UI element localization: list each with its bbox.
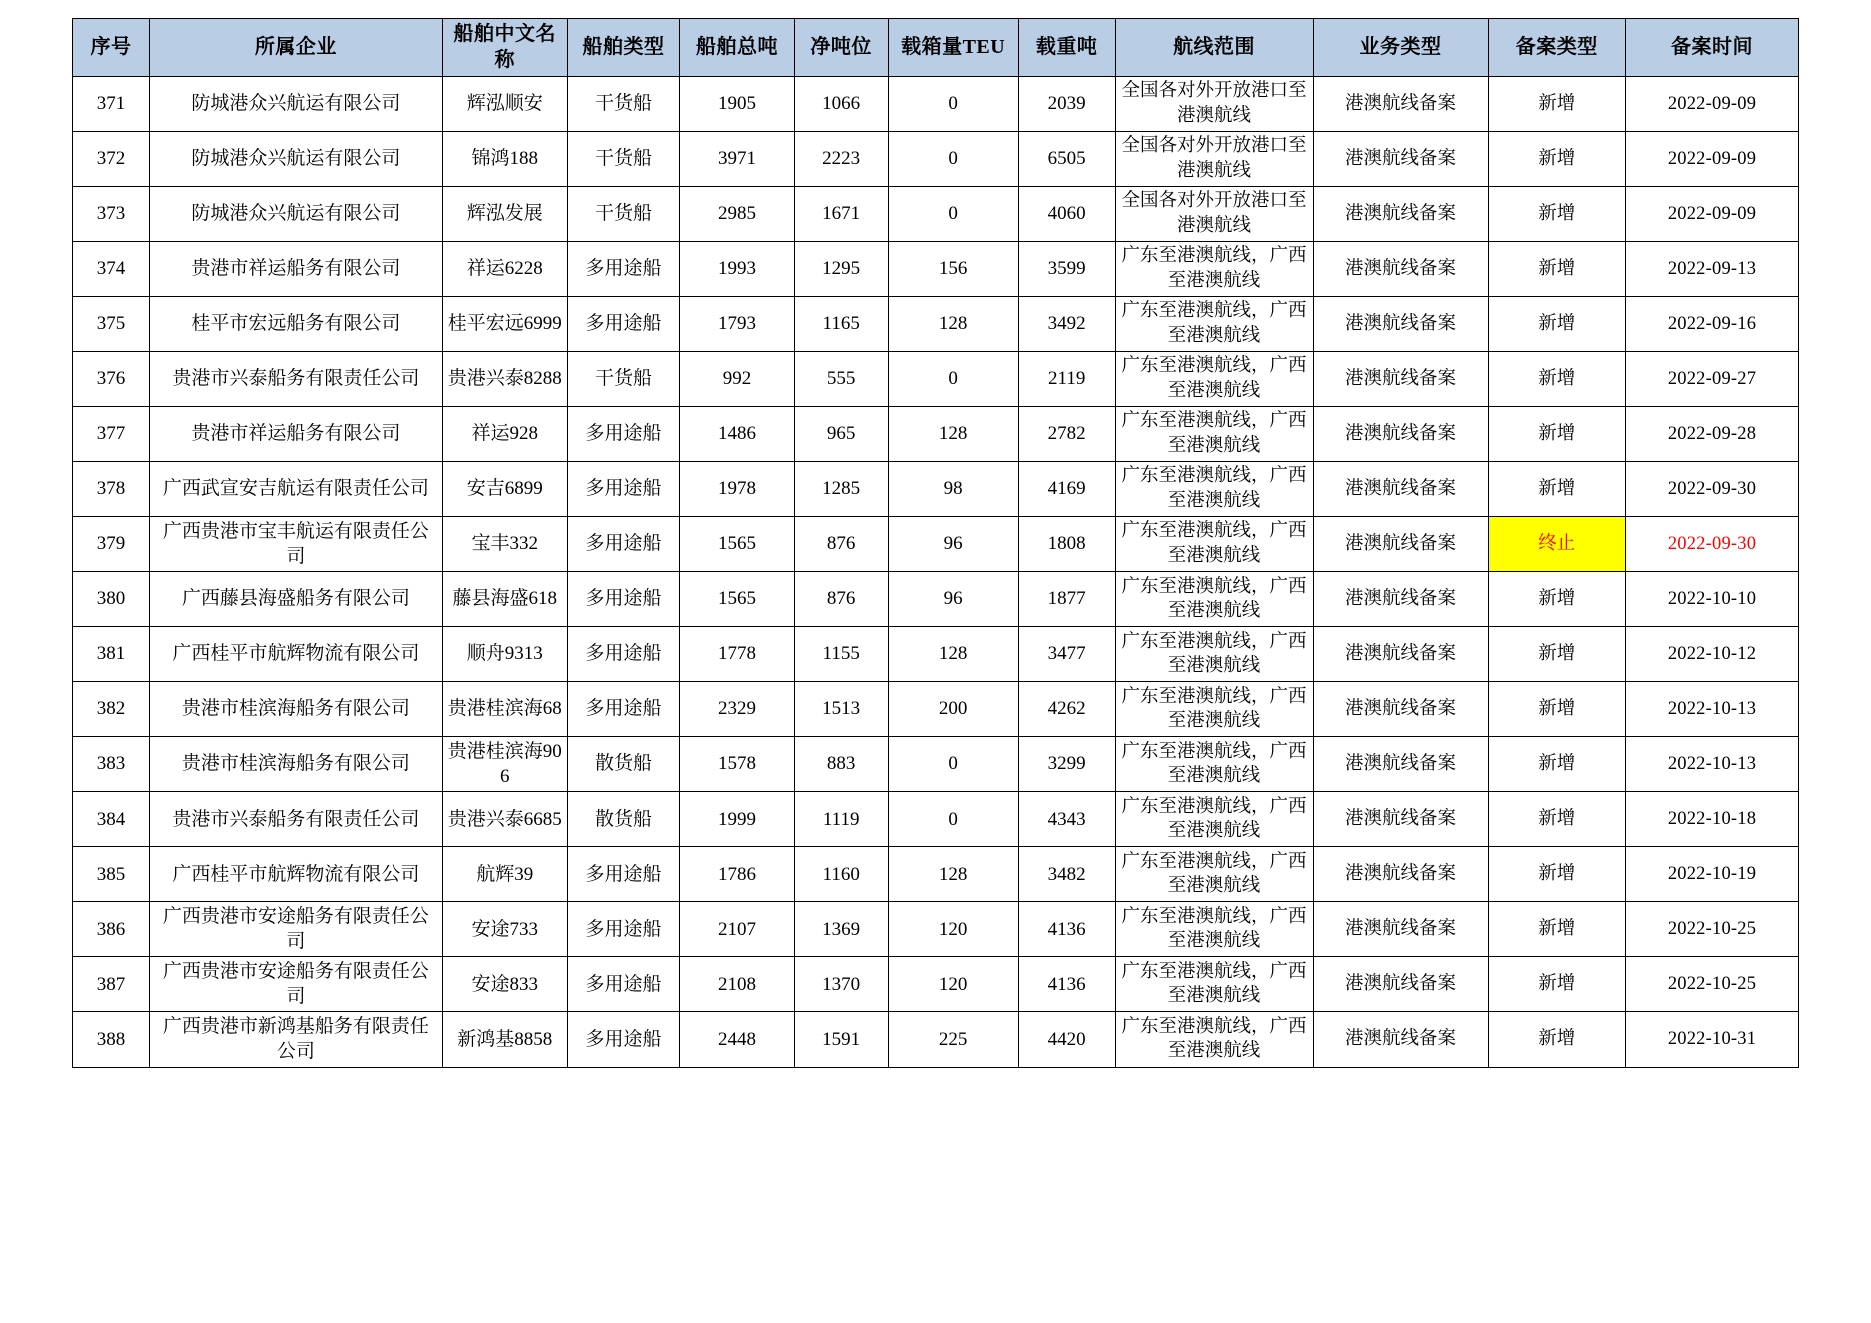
cell-company: 广西藤县海盛船务有限公司 (150, 571, 443, 626)
cell-net-tonnage: 1671 (794, 186, 888, 241)
cell-teu: 156 (888, 241, 1018, 296)
column-header-deadweight: 载重吨 (1018, 19, 1115, 77)
cell-ship-name: 安途733 (442, 902, 567, 957)
cell-gross-tonnage: 1565 (680, 571, 795, 626)
cell-gross-tonnage: 1578 (680, 736, 795, 791)
cell-gross-tonnage: 1786 (680, 847, 795, 902)
cell-company: 广西武宣安吉航运有限责任公司 (150, 461, 443, 516)
cell-teu: 128 (888, 626, 1018, 681)
cell-route: 广东至港澳航线，广西至港澳航线 (1115, 957, 1313, 1012)
cell-route: 广东至港澳航线，广西至港澳航线 (1115, 296, 1313, 351)
cell-ship-name: 宝丰332 (442, 516, 567, 571)
cell-record-type: 新增 (1488, 461, 1625, 516)
cell-record-date: 2022-09-27 (1625, 351, 1798, 406)
cell-company: 贵港市兴泰船务有限责任公司 (150, 351, 443, 406)
cell-gross-tonnage: 1905 (680, 76, 795, 131)
cell-record-type: 新增 (1488, 957, 1625, 1012)
cell-net-tonnage: 965 (794, 406, 888, 461)
cell-route: 广东至港澳航线，广西至港澳航线 (1115, 351, 1313, 406)
table-row (73, 571, 1799, 626)
cell-teu: 120 (888, 902, 1018, 957)
cell-business-type: 港澳航线备案 (1313, 626, 1488, 681)
cell-ship-name: 桂平宏远6999 (442, 296, 567, 351)
cell-teu: 0 (888, 736, 1018, 791)
cell-business-type: 港澳航线备案 (1313, 76, 1488, 131)
cell-business-type: 港澳航线备案 (1313, 516, 1488, 571)
cell-net-tonnage: 1160 (794, 847, 888, 902)
cell-gross-tonnage: 2107 (680, 902, 795, 957)
cell-company: 防城港众兴航运有限公司 (150, 131, 443, 186)
cell-record-date: 2022-10-19 (1625, 847, 1798, 902)
column-header-record-date: 备案时间 (1625, 19, 1798, 77)
cell-gross-tonnage: 1999 (680, 792, 795, 847)
cell-record-date: 2022-09-16 (1625, 296, 1798, 351)
cell-business-type: 港澳航线备案 (1313, 131, 1488, 186)
cell-record-type: 新增 (1488, 626, 1625, 681)
cell-ship-type: 干货船 (567, 131, 679, 186)
cell-company: 防城港众兴航运有限公司 (150, 76, 443, 131)
cell-record-date: 2022-09-28 (1625, 406, 1798, 461)
column-header-ship-type: 船舶类型 (567, 19, 679, 77)
table-row (73, 1012, 1799, 1067)
cell-no: 388 (73, 1012, 150, 1067)
cell-record-type: 新增 (1488, 351, 1625, 406)
cell-ship-name: 祥运928 (442, 406, 567, 461)
cell-ship-name: 航辉39 (442, 847, 567, 902)
cell-company: 广西桂平市航辉物流有限公司 (150, 847, 443, 902)
cell-record-date: 2022-09-30 (1625, 461, 1798, 516)
table-row (73, 186, 1799, 241)
table-row (73, 902, 1799, 957)
cell-no: 374 (73, 241, 150, 296)
column-header-gross-tonnage: 船舶总吨 (680, 19, 795, 77)
column-header-ship-name: 船舶中文名称 (442, 19, 567, 77)
cell-gross-tonnage: 1778 (680, 626, 795, 681)
cell-deadweight: 2119 (1018, 351, 1115, 406)
cell-ship-type: 多用途船 (567, 406, 679, 461)
cell-ship-name: 贵港桂滨海68 (442, 681, 567, 736)
cell-company: 广西贵港市新鸿基船务有限责任公司 (150, 1012, 443, 1067)
cell-net-tonnage: 555 (794, 351, 888, 406)
cell-teu: 128 (888, 406, 1018, 461)
cell-net-tonnage: 1370 (794, 957, 888, 1012)
table-row (73, 351, 1799, 406)
cell-ship-type: 多用途船 (567, 1012, 679, 1067)
cell-business-type: 港澳航线备案 (1313, 736, 1488, 791)
cell-company: 贵港市桂滨海船务有限公司 (150, 681, 443, 736)
cell-record-date: 2022-09-30 (1625, 516, 1798, 571)
cell-net-tonnage: 1591 (794, 1012, 888, 1067)
cell-record-date: 2022-09-13 (1625, 241, 1798, 296)
cell-record-date: 2022-09-09 (1625, 131, 1798, 186)
cell-ship-type: 多用途船 (567, 461, 679, 516)
cell-route: 全国各对外开放港口至港澳航线 (1115, 186, 1313, 241)
column-header-business-type: 业务类型 (1313, 19, 1488, 77)
cell-deadweight: 1808 (1018, 516, 1115, 571)
table-body (73, 76, 1799, 1067)
cell-net-tonnage: 883 (794, 736, 888, 791)
cell-route: 广东至港澳航线，广西至港澳航线 (1115, 736, 1313, 791)
cell-record-type: 新增 (1488, 1012, 1625, 1067)
table-row (73, 296, 1799, 351)
cell-deadweight: 4136 (1018, 902, 1115, 957)
cell-company: 广西贵港市宝丰航运有限责任公司 (150, 516, 443, 571)
cell-record-type: 新增 (1488, 571, 1625, 626)
cell-route: 广东至港澳航线，广西至港澳航线 (1115, 902, 1313, 957)
table-row (73, 516, 1799, 571)
cell-deadweight: 4420 (1018, 1012, 1115, 1067)
cell-ship-name: 辉泓顺安 (442, 76, 567, 131)
cell-no: 384 (73, 792, 150, 847)
cell-ship-type: 散货船 (567, 792, 679, 847)
cell-no: 380 (73, 571, 150, 626)
cell-business-type: 港澳航线备案 (1313, 461, 1488, 516)
cell-teu: 225 (888, 1012, 1018, 1067)
column-header-company: 所属企业 (150, 19, 443, 77)
cell-company: 广西桂平市航辉物流有限公司 (150, 626, 443, 681)
cell-ship-name: 安吉6899 (442, 461, 567, 516)
cell-ship-type: 多用途船 (567, 571, 679, 626)
cell-record-date: 2022-10-10 (1625, 571, 1798, 626)
cell-no: 377 (73, 406, 150, 461)
cell-gross-tonnage: 2108 (680, 957, 795, 1012)
cell-record-date: 2022-10-31 (1625, 1012, 1798, 1067)
cell-route: 广东至港澳航线，广西至港澳航线 (1115, 681, 1313, 736)
cell-ship-type: 多用途船 (567, 516, 679, 571)
cell-net-tonnage: 1155 (794, 626, 888, 681)
column-header-route: 航线范围 (1115, 19, 1313, 77)
cell-net-tonnage: 1165 (794, 296, 888, 351)
cell-deadweight: 4262 (1018, 681, 1115, 736)
cell-gross-tonnage: 2448 (680, 1012, 795, 1067)
cell-net-tonnage: 1513 (794, 681, 888, 736)
cell-teu: 0 (888, 351, 1018, 406)
cell-gross-tonnage: 1486 (680, 406, 795, 461)
cell-record-date: 2022-10-18 (1625, 792, 1798, 847)
cell-route: 全国各对外开放港口至港澳航线 (1115, 131, 1313, 186)
cell-record-type: 新增 (1488, 131, 1625, 186)
cell-net-tonnage: 1119 (794, 792, 888, 847)
cell-no: 382 (73, 681, 150, 736)
cell-teu: 0 (888, 792, 1018, 847)
cell-company: 桂平市宏远船务有限公司 (150, 296, 443, 351)
cell-teu: 200 (888, 681, 1018, 736)
cell-record-type: 新增 (1488, 406, 1625, 461)
cell-business-type: 港澳航线备案 (1313, 296, 1488, 351)
cell-ship-type: 多用途船 (567, 241, 679, 296)
cell-gross-tonnage: 3971 (680, 131, 795, 186)
cell-deadweight: 4169 (1018, 461, 1115, 516)
cell-route: 广东至港澳航线，广西至港澳航线 (1115, 792, 1313, 847)
cell-route: 广东至港澳航线，广西至港澳航线 (1115, 571, 1313, 626)
cell-ship-name: 贵港兴泰6685 (442, 792, 567, 847)
ship-record-table (72, 18, 1799, 1068)
cell-record-type: 新增 (1488, 296, 1625, 351)
cell-teu: 0 (888, 131, 1018, 186)
cell-ship-name: 祥运6228 (442, 241, 567, 296)
column-header-record-type: 备案类型 (1488, 19, 1625, 77)
cell-business-type: 港澳航线备案 (1313, 241, 1488, 296)
cell-record-date: 2022-10-25 (1625, 902, 1798, 957)
cell-company: 贵港市兴泰船务有限责任公司 (150, 792, 443, 847)
cell-record-date: 2022-10-25 (1625, 957, 1798, 1012)
cell-business-type: 港澳航线备案 (1313, 1012, 1488, 1067)
cell-deadweight: 6505 (1018, 131, 1115, 186)
cell-no: 385 (73, 847, 150, 902)
cell-deadweight: 4136 (1018, 957, 1115, 1012)
table-row (73, 792, 1799, 847)
cell-company: 广西贵港市安途船务有限责任公司 (150, 957, 443, 1012)
cell-route: 广东至港澳航线，广西至港澳航线 (1115, 461, 1313, 516)
cell-route: 广东至港澳航线，广西至港澳航线 (1115, 516, 1313, 571)
cell-record-type: 新增 (1488, 186, 1625, 241)
cell-route: 广东至港澳航线，广西至港澳航线 (1115, 626, 1313, 681)
cell-deadweight: 4060 (1018, 186, 1115, 241)
cell-net-tonnage: 2223 (794, 131, 888, 186)
cell-deadweight: 3477 (1018, 626, 1115, 681)
cell-ship-name: 顺舟9313 (442, 626, 567, 681)
cell-teu: 128 (888, 847, 1018, 902)
cell-no: 378 (73, 461, 150, 516)
cell-ship-type: 多用途船 (567, 957, 679, 1012)
cell-record-date: 2022-09-09 (1625, 186, 1798, 241)
cell-ship-name: 贵港桂滨海906 (442, 736, 567, 791)
table-header (73, 19, 1799, 77)
cell-company: 贵港市祥运船务有限公司 (150, 406, 443, 461)
cell-company: 广西贵港市安途船务有限责任公司 (150, 902, 443, 957)
cell-no: 375 (73, 296, 150, 351)
cell-teu: 0 (888, 186, 1018, 241)
cell-net-tonnage: 876 (794, 571, 888, 626)
cell-business-type: 港澳航线备案 (1313, 681, 1488, 736)
table-row (73, 847, 1799, 902)
cell-gross-tonnage: 2985 (680, 186, 795, 241)
cell-record-date: 2022-10-13 (1625, 681, 1798, 736)
cell-no: 386 (73, 902, 150, 957)
column-header-teu: 载箱量TEU (888, 19, 1018, 77)
cell-ship-name: 藤县海盛618 (442, 571, 567, 626)
cell-net-tonnage: 1369 (794, 902, 888, 957)
column-header-no: 序号 (73, 19, 150, 77)
cell-no: 379 (73, 516, 150, 571)
cell-record-type: 新增 (1488, 902, 1625, 957)
cell-ship-name: 贵港兴泰8288 (442, 351, 567, 406)
cell-business-type: 港澳航线备案 (1313, 351, 1488, 406)
cell-record-type: 新增 (1488, 792, 1625, 847)
cell-net-tonnage: 1295 (794, 241, 888, 296)
cell-record-type: 终止 (1488, 516, 1625, 571)
cell-teu: 0 (888, 76, 1018, 131)
cell-business-type: 港澳航线备案 (1313, 406, 1488, 461)
cell-record-type: 新增 (1488, 736, 1625, 791)
cell-record-type: 新增 (1488, 681, 1625, 736)
cell-business-type: 港澳航线备案 (1313, 186, 1488, 241)
cell-no: 381 (73, 626, 150, 681)
cell-net-tonnage: 1285 (794, 461, 888, 516)
cell-teu: 96 (888, 516, 1018, 571)
cell-record-date: 2022-10-13 (1625, 736, 1798, 791)
cell-route: 广东至港澳航线，广西至港澳航线 (1115, 241, 1313, 296)
cell-ship-type: 干货船 (567, 351, 679, 406)
cell-ship-type: 多用途船 (567, 296, 679, 351)
cell-no: 372 (73, 131, 150, 186)
cell-ship-type: 多用途船 (567, 681, 679, 736)
table-row (73, 957, 1799, 1012)
cell-route: 广东至港澳航线，广西至港澳航线 (1115, 1012, 1313, 1067)
cell-ship-name: 辉泓发展 (442, 186, 567, 241)
cell-ship-type: 多用途船 (567, 847, 679, 902)
cell-ship-type: 散货船 (567, 736, 679, 791)
cell-company: 防城港众兴航运有限公司 (150, 186, 443, 241)
cell-record-type: 新增 (1488, 847, 1625, 902)
column-header-net-tonnage: 净吨位 (794, 19, 888, 77)
cell-gross-tonnage: 1565 (680, 516, 795, 571)
cell-record-type: 新增 (1488, 241, 1625, 296)
cell-ship-type: 干货船 (567, 76, 679, 131)
cell-ship-type: 干货船 (567, 186, 679, 241)
table-row (73, 76, 1799, 131)
cell-deadweight: 4343 (1018, 792, 1115, 847)
cell-net-tonnage: 876 (794, 516, 888, 571)
cell-business-type: 港澳航线备案 (1313, 957, 1488, 1012)
cell-ship-type: 多用途船 (567, 902, 679, 957)
cell-deadweight: 3492 (1018, 296, 1115, 351)
table-row (73, 626, 1799, 681)
cell-gross-tonnage: 1993 (680, 241, 795, 296)
cell-no: 383 (73, 736, 150, 791)
cell-deadweight: 3482 (1018, 847, 1115, 902)
cell-route: 全国各对外开放港口至港澳航线 (1115, 76, 1313, 131)
cell-teu: 120 (888, 957, 1018, 1012)
cell-ship-type: 多用途船 (567, 626, 679, 681)
cell-record-date: 2022-10-12 (1625, 626, 1798, 681)
table-header-row (73, 19, 1799, 77)
table-row (73, 131, 1799, 186)
cell-teu: 98 (888, 461, 1018, 516)
cell-business-type: 港澳航线备案 (1313, 792, 1488, 847)
cell-business-type: 港澳航线备案 (1313, 571, 1488, 626)
cell-deadweight: 2782 (1018, 406, 1115, 461)
cell-teu: 96 (888, 571, 1018, 626)
cell-ship-name: 锦鸿188 (442, 131, 567, 186)
cell-ship-name: 安途833 (442, 957, 567, 1012)
cell-no: 387 (73, 957, 150, 1012)
cell-teu: 128 (888, 296, 1018, 351)
cell-record-type: 新增 (1488, 76, 1625, 131)
table-row (73, 681, 1799, 736)
table-row (73, 461, 1799, 516)
cell-deadweight: 1877 (1018, 571, 1115, 626)
cell-ship-name: 新鸿基8858 (442, 1012, 567, 1067)
cell-gross-tonnage: 1978 (680, 461, 795, 516)
cell-record-date: 2022-09-09 (1625, 76, 1798, 131)
cell-deadweight: 2039 (1018, 76, 1115, 131)
table-row (73, 241, 1799, 296)
cell-company: 贵港市祥运船务有限公司 (150, 241, 443, 296)
cell-business-type: 港澳航线备案 (1313, 847, 1488, 902)
cell-no: 371 (73, 76, 150, 131)
table-row (73, 406, 1799, 461)
table-row (73, 736, 1799, 791)
cell-route: 广东至港澳航线，广西至港澳航线 (1115, 847, 1313, 902)
cell-net-tonnage: 1066 (794, 76, 888, 131)
cell-gross-tonnage: 1793 (680, 296, 795, 351)
cell-no: 373 (73, 186, 150, 241)
cell-gross-tonnage: 992 (680, 351, 795, 406)
cell-deadweight: 3599 (1018, 241, 1115, 296)
cell-business-type: 港澳航线备案 (1313, 902, 1488, 957)
cell-route: 广东至港澳航线，广西至港澳航线 (1115, 406, 1313, 461)
cell-company: 贵港市桂滨海船务有限公司 (150, 736, 443, 791)
cell-gross-tonnage: 2329 (680, 681, 795, 736)
cell-no: 376 (73, 351, 150, 406)
cell-deadweight: 3299 (1018, 736, 1115, 791)
